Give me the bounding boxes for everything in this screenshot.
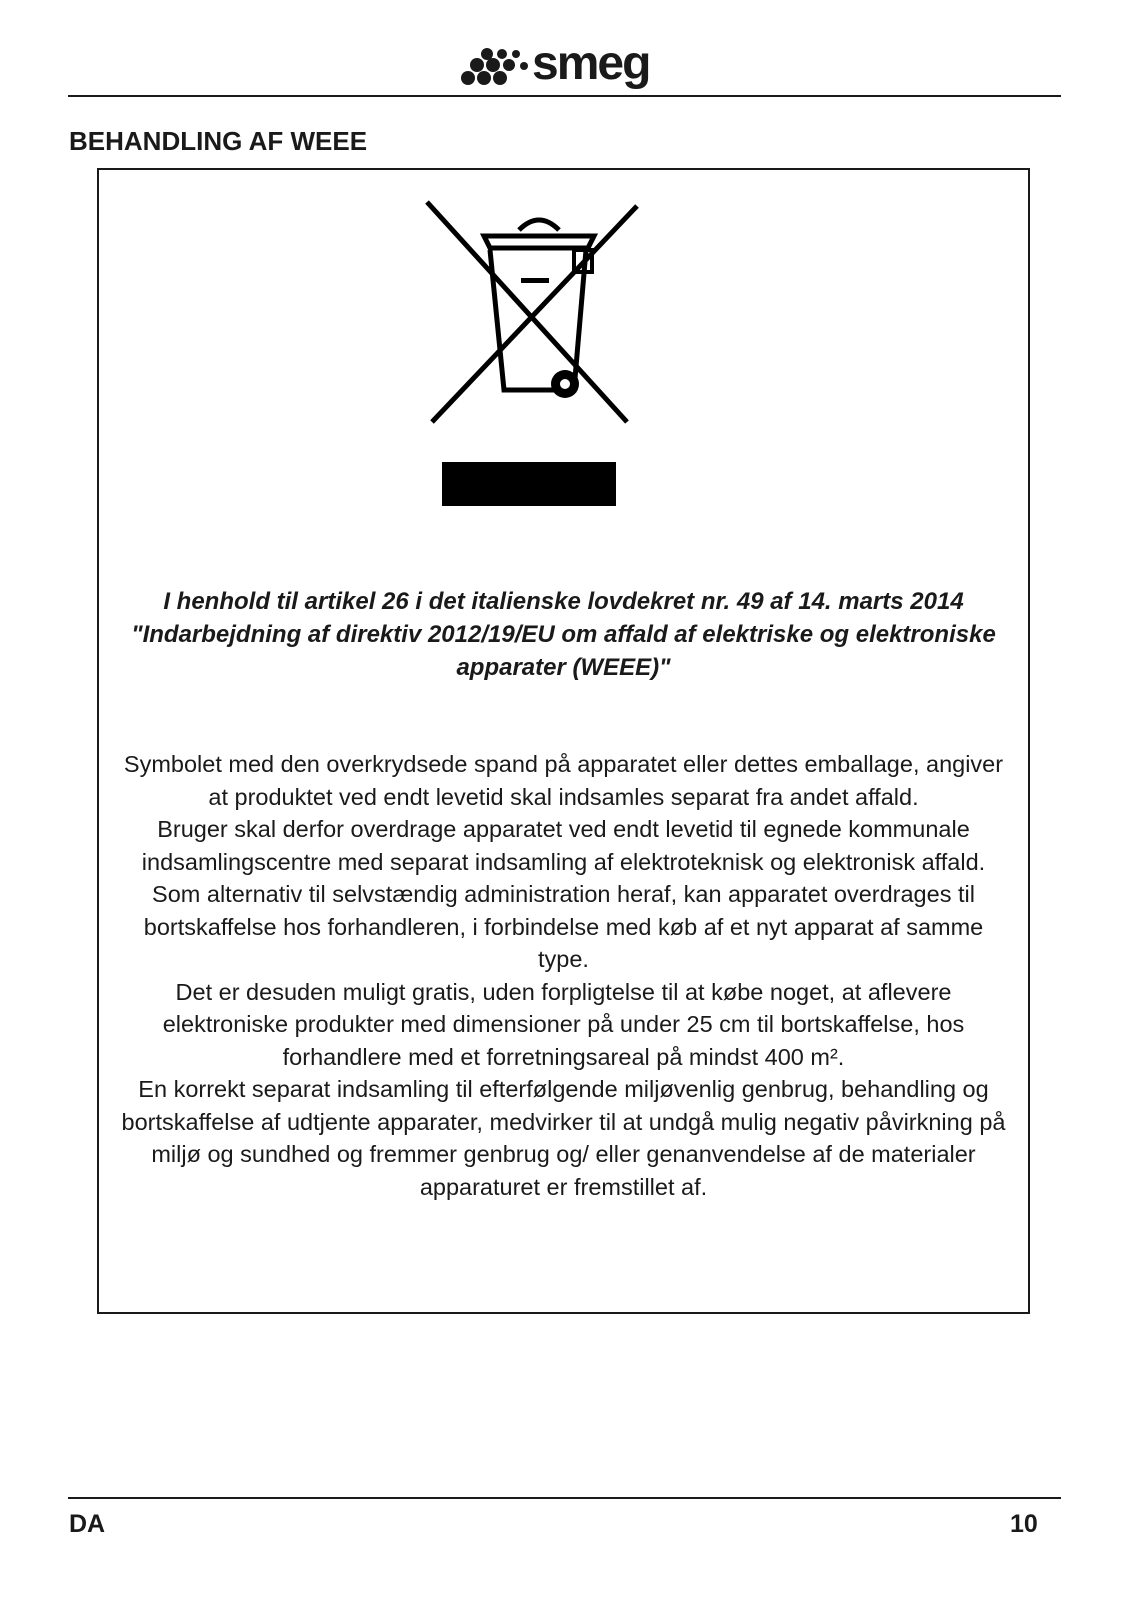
paragraph-user-obligation: Bruger skal derfor overdrage apparatet ved endt levetid til egnede kommunale indsamlingscentre med separat indsamling af elektroteknisk og elektronisk affald. — [141, 816, 986, 875]
paragraph-retailer-takeback: Som alternativ til selvstændig administration heraf, kan apparatet overdrages til bortskaffelse hos forhandleren, i forbindelse med køb af et nyt apparat af samme type. — [143, 881, 984, 972]
paragraph-free-return: Det er desuden muligt gratis, uden forpligtelse til at købe noget, at aflevere elektroniske produkter med dimensioner på under 25 cm til bortskaffelse, hos forhandlere med et forretningsareal på mindst 400 m². — [162, 978, 965, 1070]
footer-divider — [68, 1497, 1061, 1499]
brand-logo — [460, 37, 670, 94]
smeg-dots-icon — [460, 44, 540, 94]
paragraph-environment: En korrekt separat indsamling til efterfølgende miljøvenlig genbrug, behandling og bortskaffelse af udtjente apparater, medvirker til at undgå mulig negativ påvirkning på miljø og sundhed og fremmer genbrug og/ eller genanvendelse af de materialer apparaturet er fremstillet af. — [121, 1076, 1006, 1200]
legal-reference: I henhold til artikel 26 i det italienske lovdekret nr. 49 af 14. marts 2014 "Indarbejdning af direktiv 2012/19/EU om affald af elektriske og elektroniske apparater (WEEE)" — [131, 588, 996, 681]
weee-notice-box — [97, 168, 1030, 1314]
brand-name: smeg — [532, 37, 650, 90]
page-number: 10 — [1010, 1510, 1038, 1538]
notice-body — [119, 748, 1008, 1203]
paragraph-symbol: Symbolet med den overkrydsede spand på apparatet eller dettes emballage, angiver at produktet ved endt levetid skal indsamles separat fra andet affald. — [123, 751, 1004, 810]
footer-language: DA — [69, 1510, 106, 1538]
page-title: BEHANDLING AF WEEE — [69, 126, 368, 156]
crossed-out-wheeled-bin-icon — [424, 194, 654, 510]
header-divider — [68, 95, 1061, 97]
